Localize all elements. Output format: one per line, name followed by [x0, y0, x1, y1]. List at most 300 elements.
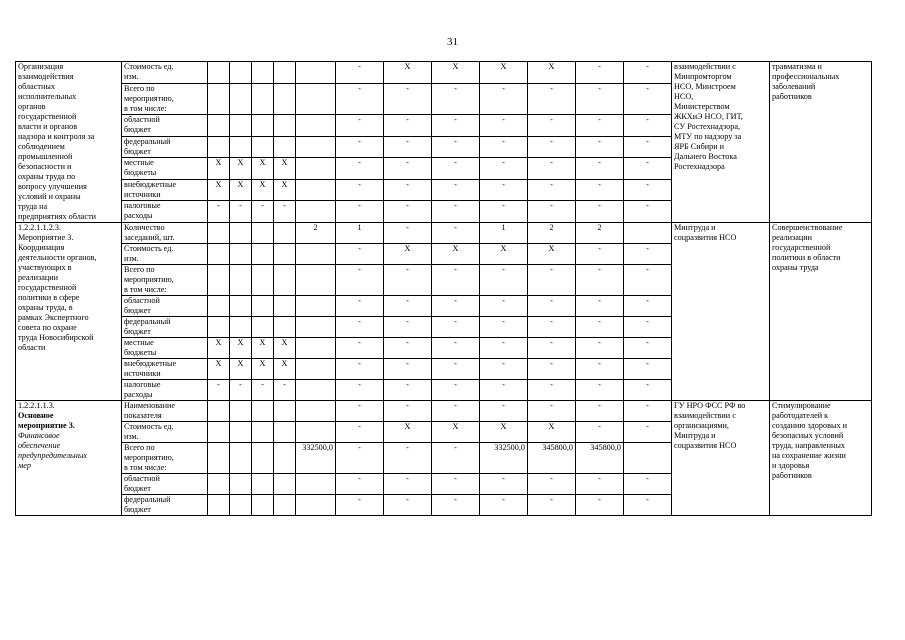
- text-line: НСО, Минстроем: [674, 82, 736, 91]
- text-line: в том числе:: [124, 285, 167, 294]
- quarter-cell: X: [230, 158, 252, 180]
- value-cell: -: [384, 83, 432, 115]
- value-cell: -: [624, 359, 672, 380]
- quarter-cell: X: [230, 359, 252, 380]
- quarter-cell: -: [208, 380, 230, 401]
- quarter-cell: [230, 115, 252, 137]
- expected-result-cell: [770, 62, 872, 223]
- value-cell: -: [336, 443, 384, 474]
- text-line: ЖКХиЭ НСО, ГИТ,: [674, 112, 743, 121]
- value-cell: X: [384, 62, 432, 84]
- value-cell: -: [624, 422, 672, 443]
- value-cell: -: [528, 380, 576, 401]
- value-cell: -: [624, 380, 672, 401]
- quarter-cell: -: [274, 201, 296, 223]
- quarter-cell: X: [252, 158, 274, 180]
- table-row: [16, 401, 872, 422]
- value-cell: X: [528, 244, 576, 265]
- quarter-cell: [252, 474, 274, 495]
- value-cell: -: [528, 495, 576, 516]
- text-line: Количество: [124, 223, 165, 232]
- value-cell: -: [480, 179, 528, 201]
- executor-cell: [672, 223, 770, 401]
- value-cell: -: [576, 359, 624, 380]
- value-cell: -: [480, 136, 528, 158]
- value-cell: 345800,0: [528, 443, 576, 474]
- value-cell: -: [576, 380, 624, 401]
- text-line: взаимодействии с: [674, 62, 736, 71]
- value-cell: -: [432, 401, 480, 422]
- text-line: Мероприятие 3.: [18, 233, 74, 242]
- value-cell: [296, 83, 336, 115]
- value-cell: -: [480, 338, 528, 359]
- text-line: источники: [124, 369, 161, 378]
- quarter-cell: [230, 296, 252, 317]
- quarter-cell: [208, 223, 230, 244]
- text-line: федеральный: [124, 317, 171, 326]
- value-cell: -: [384, 265, 432, 296]
- text-line: исполнительных: [18, 92, 77, 101]
- value-cell: -: [528, 179, 576, 201]
- value-cell: 345800,0: [576, 443, 624, 474]
- value-cell: -: [384, 474, 432, 495]
- value-cell: [296, 422, 336, 443]
- quarter-cell: X: [252, 359, 274, 380]
- text-line: Всего по: [124, 265, 155, 274]
- value-cell: -: [576, 474, 624, 495]
- quarter-cell: -: [208, 201, 230, 223]
- quarter-cell: X: [208, 359, 230, 380]
- text-line: условий и охраны: [18, 192, 81, 201]
- expected-result-cell: [770, 401, 872, 516]
- activity-name-cell: [16, 223, 122, 401]
- text-line: мероприятию,: [124, 275, 174, 284]
- value-cell: -: [624, 495, 672, 516]
- indicator-cell: [122, 474, 208, 495]
- value-cell: -: [336, 296, 384, 317]
- quarter-cell: [274, 265, 296, 296]
- value-cell: 2: [576, 223, 624, 244]
- quarter-cell: [230, 317, 252, 338]
- value-cell: X: [528, 62, 576, 84]
- value-cell: -: [624, 401, 672, 422]
- text-line: ЯРБ Сибири и: [674, 142, 725, 151]
- indicator-cell: [122, 136, 208, 158]
- value-cell: [296, 244, 336, 265]
- value-cell: X: [432, 244, 480, 265]
- value-cell: X: [384, 422, 432, 443]
- text-line: ГУ НРО ФСС РФ во: [674, 401, 746, 410]
- text-line: бюджет: [124, 125, 151, 135]
- executor-cell: [672, 62, 770, 223]
- value-cell: -: [624, 265, 672, 296]
- value-cell: -: [576, 317, 624, 338]
- value-cell: -: [432, 265, 480, 296]
- value-cell: -: [480, 296, 528, 317]
- value-cell: X: [480, 422, 528, 443]
- value-cell: 2: [296, 223, 336, 244]
- quarter-cell: [252, 62, 274, 84]
- value-cell: -: [336, 179, 384, 201]
- text-line: организациями,: [674, 421, 729, 430]
- value-cell: -: [336, 422, 384, 443]
- quarter-cell: X: [252, 338, 274, 359]
- quarter-cell: [252, 443, 274, 474]
- value-cell: -: [432, 158, 480, 180]
- value-cell: -: [432, 495, 480, 516]
- value-cell: -: [528, 265, 576, 296]
- value-cell: [624, 223, 672, 244]
- quarter-cell: [208, 115, 230, 137]
- quarter-cell: -: [230, 380, 252, 401]
- value-cell: -: [432, 317, 480, 338]
- text-line: Минтруда и: [674, 431, 716, 440]
- value-cell: -: [528, 83, 576, 115]
- value-cell: -: [432, 136, 480, 158]
- activity-subtitle-line: мер: [18, 461, 31, 470]
- text-line: НСО,: [674, 92, 694, 101]
- value-cell: -: [384, 158, 432, 180]
- value-cell: -: [384, 443, 432, 474]
- quarter-cell: [274, 223, 296, 244]
- quarter-cell: X: [252, 179, 274, 201]
- value-cell: -: [432, 115, 480, 137]
- value-cell: -: [624, 62, 672, 84]
- value-cell: -: [432, 474, 480, 495]
- quarter-cell: [230, 62, 252, 84]
- quarter-cell: [230, 422, 252, 443]
- text-line: бюджет: [124, 505, 151, 514]
- indicator-cell: [122, 296, 208, 317]
- value-cell: -: [624, 317, 672, 338]
- text-line: рамках Экспертного: [18, 313, 89, 322]
- quarter-cell: [274, 443, 296, 474]
- text-line: государственной: [772, 243, 831, 252]
- value-cell: X: [384, 244, 432, 265]
- value-cell: -: [336, 265, 384, 296]
- value-cell: 1: [336, 223, 384, 244]
- activity-subtitle-line: предупредительных: [18, 451, 88, 460]
- text-line: Совершенствование: [772, 223, 843, 232]
- activity-subtitle-line: Финансовое: [18, 431, 60, 440]
- text-line: реализации: [18, 273, 59, 282]
- text-line: бюджет: [124, 327, 151, 336]
- activity-name-cell: [16, 401, 122, 516]
- quarter-cell: [208, 62, 230, 84]
- text-line: политики в области: [772, 253, 841, 262]
- text-line: областной: [124, 474, 160, 483]
- value-cell: -: [384, 317, 432, 338]
- indicator-cell: [122, 443, 208, 474]
- quarter-cell: X: [274, 338, 296, 359]
- quarter-cell: [274, 296, 296, 317]
- value-cell: -: [384, 338, 432, 359]
- value-cell: -: [336, 62, 384, 84]
- text-line: взаимодействия: [18, 72, 74, 81]
- quarter-cell: -: [274, 380, 296, 401]
- value-cell: -: [432, 223, 480, 244]
- indicator-cell: [122, 317, 208, 338]
- text-line: охраны труда по: [18, 172, 76, 181]
- quarter-cell: [252, 83, 274, 115]
- text-line: профессиональных: [772, 72, 840, 81]
- value-cell: [296, 115, 336, 137]
- quarter-cell: [252, 296, 274, 317]
- text-line: государственной: [18, 283, 77, 292]
- value-cell: -: [336, 401, 384, 422]
- value-cell: X: [480, 62, 528, 84]
- text-line: работников: [772, 92, 812, 101]
- text-line: бюджеты: [124, 348, 157, 357]
- text-line: федеральный: [124, 495, 171, 504]
- quarter-cell: [274, 244, 296, 265]
- indicator-cell: [122, 359, 208, 380]
- indicator-cell: [122, 495, 208, 516]
- quarter-cell: -: [230, 201, 252, 223]
- value-cell: -: [480, 317, 528, 338]
- value-cell: -: [576, 136, 624, 158]
- value-cell: [296, 474, 336, 495]
- text-line: Стоимость ед.: [124, 244, 174, 253]
- text-line: промышленной: [18, 152, 73, 161]
- text-line: государственной: [18, 112, 77, 121]
- text-line: деятельности органов,: [18, 253, 97, 262]
- value-cell: 332500,0: [480, 443, 528, 474]
- quarter-cell: [208, 401, 230, 422]
- value-cell: -: [480, 158, 528, 180]
- quarter-cell: [208, 244, 230, 265]
- value-cell: -: [384, 401, 432, 422]
- text-line: источники: [124, 189, 161, 199]
- indicator-cell: [122, 338, 208, 359]
- quarter-cell: [230, 83, 252, 115]
- value-cell: -: [576, 83, 624, 115]
- indicator-cell: [122, 158, 208, 180]
- text-line: предприятиях области: [18, 212, 97, 221]
- quarter-cell: [274, 317, 296, 338]
- value-cell: -: [480, 83, 528, 115]
- text-line: Наименование: [124, 401, 176, 410]
- value-cell: -: [384, 179, 432, 201]
- text-line: совета по охране: [18, 323, 77, 332]
- value-cell: -: [432, 296, 480, 317]
- text-line: взаимодействии с: [674, 411, 736, 420]
- text-line: областной: [124, 296, 160, 305]
- value-cell: X: [432, 422, 480, 443]
- value-cell: -: [336, 474, 384, 495]
- table-row: [16, 62, 872, 84]
- text-line: соцразвития НСО: [674, 441, 737, 450]
- value-cell: [624, 443, 672, 474]
- value-cell: -: [528, 401, 576, 422]
- value-cell: -: [576, 244, 624, 265]
- value-cell: -: [624, 338, 672, 359]
- quarter-cell: [208, 422, 230, 443]
- expected-result-cell: [770, 223, 872, 401]
- value-cell: -: [432, 338, 480, 359]
- quarter-cell: [230, 265, 252, 296]
- value-cell: -: [624, 136, 672, 158]
- text-line: мероприятию,: [124, 93, 174, 103]
- text-line: Министерством: [674, 102, 730, 111]
- value-cell: X: [480, 244, 528, 265]
- value-cell: -: [432, 201, 480, 223]
- quarter-cell: X: [208, 179, 230, 201]
- value-cell: -: [480, 265, 528, 296]
- value-cell: [296, 401, 336, 422]
- text-line: Стоимость ед.: [124, 62, 174, 71]
- value-cell: -: [624, 83, 672, 115]
- text-line: Всего по: [124, 83, 155, 93]
- text-line: в том числе:: [124, 463, 167, 472]
- value-cell: [296, 495, 336, 516]
- text-line: местные: [124, 158, 154, 168]
- quarter-cell: [274, 62, 296, 84]
- table-row: [16, 223, 872, 244]
- quarter-cell: [252, 115, 274, 137]
- quarter-cell: [252, 401, 274, 422]
- indicator-cell: [122, 179, 208, 201]
- text-line: мероприятию,: [124, 453, 174, 462]
- text-line: безопасности и: [18, 162, 72, 171]
- quarter-cell: [230, 223, 252, 244]
- indicator-cell: [122, 422, 208, 443]
- value-cell: -: [480, 474, 528, 495]
- value-cell: -: [576, 495, 624, 516]
- text-line: охраны труда, в: [18, 303, 73, 312]
- value-cell: -: [336, 359, 384, 380]
- value-cell: -: [624, 179, 672, 201]
- text-line: труда на: [18, 202, 48, 211]
- value-cell: -: [624, 158, 672, 180]
- value-cell: [296, 380, 336, 401]
- text-line: Ростехнадзора: [674, 162, 725, 171]
- quarter-cell: [252, 136, 274, 158]
- text-line: изм.: [124, 432, 139, 441]
- text-line: власти и органов: [18, 122, 78, 131]
- value-cell: -: [432, 380, 480, 401]
- indicator-cell: [122, 62, 208, 84]
- value-cell: -: [576, 62, 624, 84]
- text-line: федеральный: [124, 136, 171, 146]
- value-cell: -: [480, 201, 528, 223]
- text-line: изм.: [124, 72, 139, 81]
- quarter-cell: -: [252, 380, 274, 401]
- value-cell: -: [576, 265, 624, 296]
- text-line: 1.2.2.1.1.2.3.: [18, 223, 61, 232]
- text-line: Минтруда и: [674, 223, 716, 232]
- quarter-cell: [252, 244, 274, 265]
- value-cell: -: [336, 338, 384, 359]
- text-line: и здоровья: [772, 461, 810, 470]
- value-cell: -: [576, 401, 624, 422]
- text-line: Стимулирование: [772, 401, 831, 410]
- value-cell: 332500,0: [296, 443, 336, 474]
- text-line: МТУ по надзору за: [674, 132, 742, 141]
- quarter-cell: [230, 401, 252, 422]
- quarter-cell: [208, 443, 230, 474]
- value-cell: -: [384, 223, 432, 244]
- value-cell: -: [528, 136, 576, 158]
- value-cell: [296, 136, 336, 158]
- quarter-cell: X: [230, 338, 252, 359]
- value-cell: -: [384, 115, 432, 137]
- value-cell: -: [384, 380, 432, 401]
- executor-cell: [672, 401, 770, 516]
- value-cell: [296, 158, 336, 180]
- value-cell: -: [576, 179, 624, 201]
- activity-code: 1.2.2.1.1.3.: [18, 401, 55, 410]
- value-cell: -: [528, 359, 576, 380]
- value-cell: -: [528, 296, 576, 317]
- value-cell: -: [528, 201, 576, 223]
- quarter-cell: X: [274, 179, 296, 201]
- text-line: бюджет: [124, 306, 151, 315]
- value-cell: -: [480, 380, 528, 401]
- value-cell: [296, 62, 336, 84]
- quarter-cell: [230, 443, 252, 474]
- value-cell: -: [432, 179, 480, 201]
- value-cell: -: [576, 296, 624, 317]
- value-cell: [296, 265, 336, 296]
- page-number: 31: [447, 36, 458, 48]
- indicator-cell: [122, 244, 208, 265]
- text-line: политики в сфере: [18, 293, 80, 302]
- value-cell: X: [528, 422, 576, 443]
- value-cell: -: [576, 201, 624, 223]
- text-line: внебюджетные: [124, 359, 177, 368]
- text-line: Координация: [18, 243, 65, 252]
- text-line: работодателей к: [772, 411, 829, 420]
- text-line: травматизма и: [772, 62, 822, 71]
- text-line: охраны труда: [772, 263, 819, 272]
- value-cell: -: [576, 338, 624, 359]
- value-cell: -: [528, 474, 576, 495]
- activity-subtitle-line: обеспечение: [18, 441, 61, 450]
- value-cell: -: [528, 158, 576, 180]
- quarter-cell: [252, 265, 274, 296]
- value-cell: -: [528, 115, 576, 137]
- text-line: труда, направленных: [772, 441, 845, 450]
- text-line: в том числе:: [124, 103, 167, 113]
- text-line: работников: [772, 471, 812, 480]
- value-cell: -: [336, 83, 384, 115]
- value-cell: -: [624, 115, 672, 137]
- value-cell: [296, 317, 336, 338]
- value-cell: -: [384, 359, 432, 380]
- text-line: Минпромторгом: [674, 72, 732, 81]
- indicator-cell: [122, 223, 208, 244]
- value-cell: -: [480, 115, 528, 137]
- text-line: расходы: [124, 211, 153, 221]
- activity-title-line: Основное: [18, 411, 54, 420]
- text-line: изм.: [124, 254, 139, 263]
- value-cell: -: [384, 296, 432, 317]
- text-line: участвующих в: [18, 263, 72, 272]
- value-cell: -: [336, 495, 384, 516]
- indicator-cell: [122, 115, 208, 137]
- value-cell: -: [480, 359, 528, 380]
- value-cell: [296, 338, 336, 359]
- value-cell: -: [480, 495, 528, 516]
- quarter-cell: X: [274, 158, 296, 180]
- value-cell: -: [624, 474, 672, 495]
- quarter-cell: [252, 422, 274, 443]
- quarter-cell: [252, 223, 274, 244]
- value-cell: -: [528, 338, 576, 359]
- text-line: области: [18, 343, 46, 352]
- value-cell: -: [576, 115, 624, 137]
